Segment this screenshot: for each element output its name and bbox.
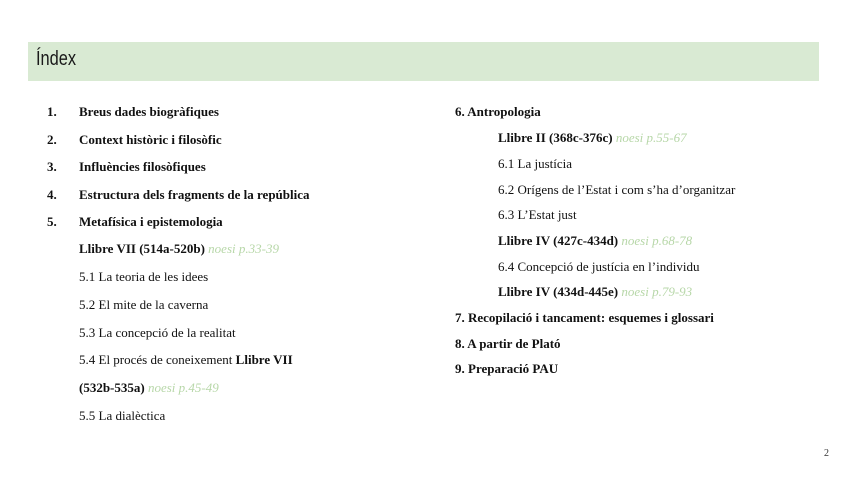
item-3-label: Influències filosòfiques — [79, 159, 206, 174]
item-5-label: Metafísica i epistemologia — [79, 214, 223, 229]
item-6: 6. Antropologia — [455, 104, 541, 119]
book7-line — [79, 241, 279, 257]
sub-6-2: 6.2 Orígens de l’Estat i com s’ha d’organitzar — [498, 182, 736, 197]
sub-6-4: 6.4 Concepció de justícia en l’individu — [498, 259, 700, 274]
item-1-label: Breus dades biogràfiques — [79, 104, 219, 119]
sub-6-1: 6.1 La justícia — [498, 156, 573, 171]
book4b-ref: noesi p.79-93 — [621, 284, 693, 299]
page-number: 2 — [824, 448, 829, 459]
sub-5-2: 5.2 El mite de la caverna — [79, 297, 209, 312]
book2-title: Llibre II (368c-376c) — [498, 130, 613, 145]
item-4-label: Estructura dels fragments de la república — [79, 187, 310, 202]
book4b-title: Llibre IV (434d-445e) — [498, 284, 619, 299]
sub-5-4-text: 5.4 El procés de coneixement — [79, 352, 236, 367]
sub-5-1: 5.1 La teoria de les idees — [79, 269, 209, 284]
book4a-line — [498, 233, 692, 249]
sub-5-3: 5.3 La concepció de la realitat — [79, 325, 236, 340]
book4a-title: Llibre IV (427c-434d) — [498, 233, 619, 248]
book4a-ref: noesi p.68-78 — [621, 233, 693, 248]
item-2-number: 2. — [47, 132, 57, 147]
book7-title: Llibre VII (514a-520b) — [79, 241, 205, 256]
item-5-number: 5. — [47, 214, 57, 229]
sub-5-5: 5.5 La dialèctica — [79, 408, 166, 423]
book7-ref: noesi p.33-39 — [208, 241, 279, 256]
item-7: 7. Recopilació i tancament: esquemes i glossari — [455, 310, 714, 325]
item-4-number: 4. — [47, 187, 57, 202]
book4b-line — [498, 284, 692, 300]
sub-5-4-book: Llibre VII — [235, 352, 293, 367]
book2-ref: noesi p.55-67 — [615, 130, 687, 145]
sub-5-4-ref: noesi p.45-49 — [147, 380, 219, 395]
sub-6-3: 6.3 L’Estat just — [498, 207, 577, 222]
sub-5-4-range: (532b-535a) — [79, 380, 145, 395]
item-2-label: Context històric i filosòfic — [79, 132, 222, 147]
sub-5-4 — [79, 352, 293, 368]
item-3-number: 3. — [47, 159, 57, 174]
book2-line — [498, 130, 687, 146]
page-title: Índex — [36, 48, 77, 70]
sub-5-4-cont — [79, 380, 219, 396]
item-1-number: 1. — [47, 104, 57, 119]
item-9: 9. Preparació PAU — [455, 361, 559, 376]
item-8: 8. A partir de Plató — [455, 336, 561, 351]
title-bar — [28, 42, 819, 81]
